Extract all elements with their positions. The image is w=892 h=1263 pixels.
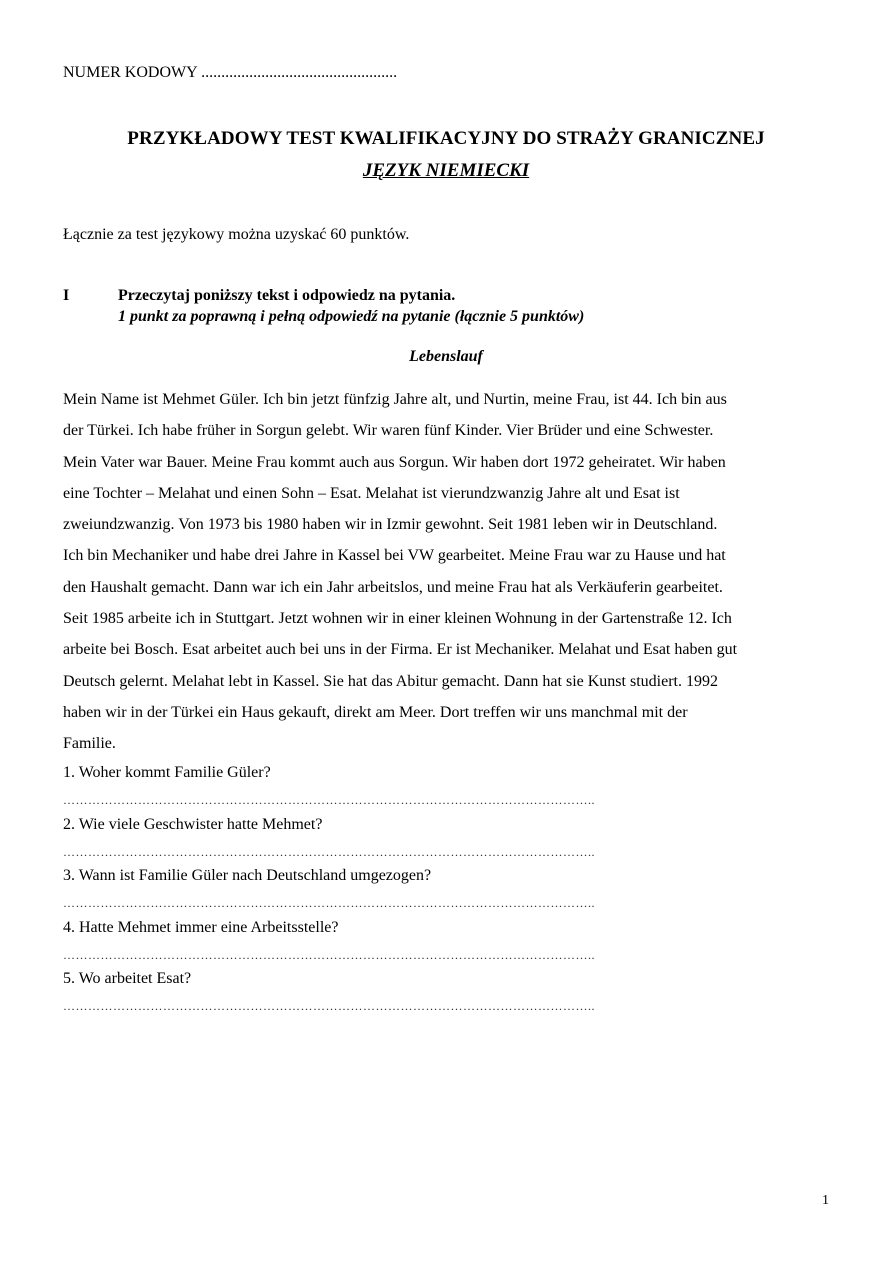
section-instruction: Przeczytaj poniższy tekst i odpowiedz na pytania. xyxy=(118,287,456,304)
passage-line: Mein Name ist Mehmet Güler. Ich bin jetzt fünfzig Jahre alt, und Nurtin, meine Frau, ist 44. Ich bin aus xyxy=(63,391,727,408)
passage-line: den Haushalt gemacht. Dann war ich ein Jahr arbeitslos, und meine Frau hat als Verkäuferin gearbeitet. xyxy=(63,578,723,596)
question-item xyxy=(63,918,833,970)
question-item xyxy=(63,763,833,815)
passage-line: zweiundzwanzig. Von 1973 bis 1980 haben wir in Izmir gewohnt. Seit 1981 leben wir in Deutschland. xyxy=(63,516,718,534)
passage-line: Seit 1985 arbeite ich in Stuttgart. Jetzt wohnen wir in einer kleinen Wohnung in der Gartenstraße 12. Ich xyxy=(63,610,732,628)
answer-line[interactable]: ……………………………………………………………………………………………………………….. xyxy=(63,896,595,910)
passage-line: der Türkei. Ich habe früher in Sorgun gelebt. Wir waren fünf Kinder. Vier Brüder und eine Schwester. xyxy=(63,422,714,440)
page-subtitle: JĘZYK NIEMIECKI xyxy=(362,160,530,181)
answer-line[interactable]: ……………………………………………………………………………………………………………….. xyxy=(63,999,595,1013)
passage-line: Deutsch gelernt. Melahat lebt in Kassel. Sie hat das Abitur gemacht. Dann hat sie Kunst studiert. 1992 xyxy=(63,672,718,690)
question-list xyxy=(63,763,833,1021)
passage-line: haben wir in der Türkei ein Haus gekauft, direkt am Meer. Dort treffen wir uns manchmal mit der xyxy=(63,703,688,721)
answer-line[interactable]: ……………………………………………………………………………………………………………….. xyxy=(63,947,595,962)
reading-text-title: Lebenslauf xyxy=(409,348,483,365)
question-text: 3. Wann ist Familie Güler nach Deutschland umgezogen? xyxy=(63,867,432,884)
answer-line[interactable]: ……………………………………………………………………………………………………………….. xyxy=(63,793,595,807)
section-points: 1 punkt za poprawną i pełną odpowiedź na pytanie (łącznie 5 punktów) xyxy=(118,308,585,325)
passage-line: Familie. xyxy=(63,735,116,753)
passage-line: Ich bin Mechaniker und habe drei Jahre in Kassel bei VW gearbeitet. Meine Frau war zu Hause und hat xyxy=(63,547,726,565)
passage-line: eine Tochter – Melahat und einen Sohn – Esat. Melahat ist vierundzwanzig Jahre alt und Esat ist xyxy=(63,484,680,502)
passage-line: arbeite bei Bosch. Esat arbeitet auch bei uns in der Firma. Er ist Mechaniker. Melahat und Esat haben gut xyxy=(63,641,738,659)
answer-line[interactable]: ……………………………………………………………………………………………………………….. xyxy=(63,844,595,859)
question-item xyxy=(63,969,833,1021)
passage-line: Mein Vater war Bauer. Meine Frau kommt auch aus Sorgun. Wir haben dort 1972 geheiratet. Wir haben xyxy=(63,453,726,471)
question-text: 2. Wie viele Geschwister hatte Mehmet? xyxy=(63,815,323,833)
question-item xyxy=(63,815,833,867)
section-number: I xyxy=(63,287,70,304)
question-text: 5. Wo arbeitet Esat? xyxy=(63,970,192,987)
question-item xyxy=(63,866,833,918)
intro-text: Łącznie za test językowy można uzyskać 60 punktów. xyxy=(63,226,410,243)
question-text: 1. Woher kommt Familie Güler? xyxy=(63,764,271,781)
page-number: 1 xyxy=(822,1193,829,1208)
reading-passage xyxy=(63,390,833,766)
page-title: PRZYKŁADOWY TEST KWALIFIKACYJNY DO STRAŻY GRANICZNEJ xyxy=(127,128,765,149)
code-number-field: NUMER KODOWY ................................................. xyxy=(63,64,398,81)
question-text: 4. Hatte Mehmet immer eine Arbeitsstelle? xyxy=(63,918,339,936)
